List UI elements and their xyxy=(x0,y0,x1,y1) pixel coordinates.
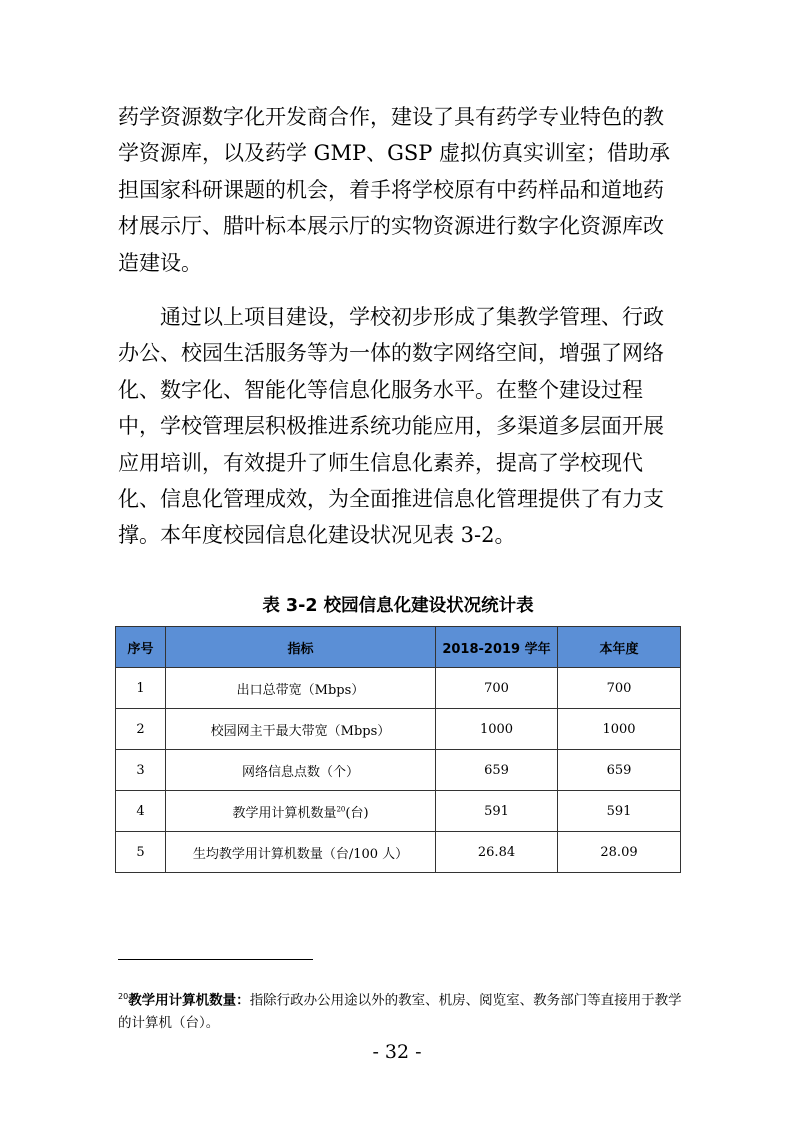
cell-prev: 1000 xyxy=(436,709,558,750)
table-header-row xyxy=(116,627,681,668)
cell-indicator xyxy=(166,791,436,832)
stats-table xyxy=(115,626,681,873)
cell-no: 3 xyxy=(116,750,166,791)
cell-prev: 591 xyxy=(436,791,558,832)
footnote-text: 指除行政办公用途以外的教室、机房、阅览室、教务部门等直接用于教学的计算机（台）。 xyxy=(118,992,682,1031)
cell-no: 1 xyxy=(116,668,166,709)
footnote-divider xyxy=(118,959,313,960)
cell-no: 2 xyxy=(116,709,166,750)
header-cell-prev-year: 2018-2019 学年 xyxy=(436,627,558,668)
cell-current: 591 xyxy=(558,791,681,832)
body-paragraph: 药学资源数字化开发商合作，建设了具有药学专业特色的教学资源库，以及药学 GMP、GSP 虚拟仿真实训室；借助承担国家科研课题的机会，着手将学校原有中药样品和道地药材展示厅、腊叶标本展示厅的实物资源进行数字化资源库改造建设。 xyxy=(118,105,671,275)
table-row xyxy=(116,750,681,791)
indicator-text: 出口总带宽（Mbps） xyxy=(236,682,365,698)
indicator-unit: (台) xyxy=(345,805,369,821)
indicator-text: 校园网主干最大带宽（Mbps） xyxy=(210,723,391,739)
cell-prev: 26.84 xyxy=(436,832,558,873)
footnote-term: 教学用计算机数量： xyxy=(128,992,250,1009)
cell-prev: 659 xyxy=(436,750,558,791)
body-paragraph: 通过以上项目建设，学校初步形成了集教学管理、行政办公、校园生活服务等为一体的数字网络空间，增强了网络化、数字化、智能化等信息化服务水平。在整个建设过程中，学校管理层积极推进系统功能应用，多渠道多层面开展应用培训，有效提升了师生信息化素养，提高了学校现代化、信息化管理成效，为全面推进信息化管理提供了有力支撑。本年度校园信息化建设状况见表 3-2。 xyxy=(118,305,664,548)
table-row xyxy=(116,832,681,873)
table-caption: 表 3-2 校园信息化建设状况统计表 xyxy=(262,596,534,616)
header-cell-no: 序号 xyxy=(116,627,166,668)
header-cell-current-year: 本年度 xyxy=(558,627,681,668)
cell-current: 659 xyxy=(558,750,681,791)
cell-indicator xyxy=(166,832,436,873)
header-cell-indicator: 指标 xyxy=(166,627,436,668)
cell-current: 28.09 xyxy=(558,832,681,873)
cell-prev: 700 xyxy=(436,668,558,709)
indicator-text: 网络信息点数（个） xyxy=(241,764,359,780)
indicator-text: 教学用计算机数量 xyxy=(232,805,337,821)
cell-indicator xyxy=(166,750,436,791)
table-row xyxy=(116,791,681,832)
cell-no: 4 xyxy=(116,791,166,832)
indicator-text: 生均教学用计算机数量（台/100 人） xyxy=(192,846,409,862)
page-number: - 32 - xyxy=(372,1041,422,1063)
cell-current: 1000 xyxy=(558,709,681,750)
cell-no: 5 xyxy=(116,832,166,873)
footnote-mark: 20 xyxy=(118,992,129,1001)
cell-indicator xyxy=(166,709,436,750)
cell-indicator xyxy=(166,668,436,709)
footnote xyxy=(118,986,683,1034)
table-row xyxy=(116,668,681,709)
table-row xyxy=(116,709,681,750)
cell-current: 700 xyxy=(558,668,681,709)
footnote-reference: 20 xyxy=(336,805,346,814)
